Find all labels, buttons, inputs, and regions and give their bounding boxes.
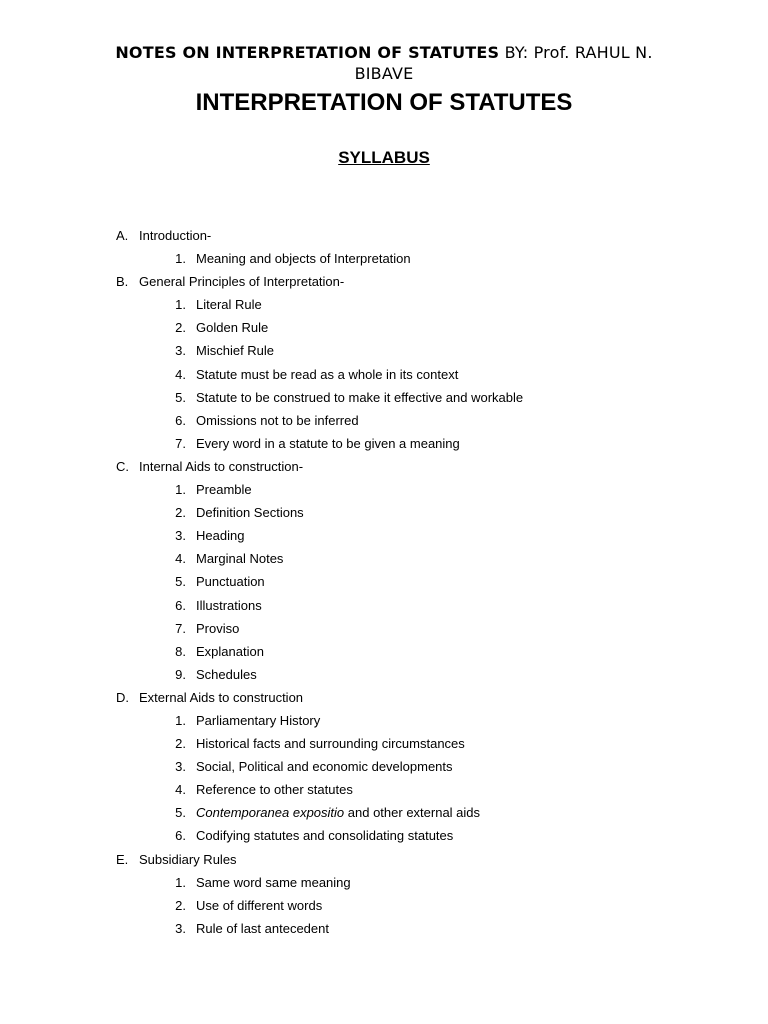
item-number: 2. — [175, 320, 186, 336]
item-number: 7. — [175, 620, 186, 636]
list-item — [116, 432, 728, 455]
list-item — [116, 871, 728, 894]
list-item — [116, 478, 728, 501]
item-number: 5. — [175, 389, 186, 405]
item-text: Literal Rule — [196, 297, 262, 313]
item-text: Same word same meaning — [196, 874, 351, 890]
list-item — [116, 247, 728, 270]
item-number: 1. — [175, 251, 186, 267]
item-number: 3. — [175, 343, 186, 359]
item-number: 4. — [175, 366, 186, 382]
item-text: Social, Political and economic developments — [196, 759, 453, 775]
list-item — [116, 386, 728, 409]
item-number: 1. — [175, 712, 186, 728]
list-item — [116, 917, 728, 940]
list-item — [116, 778, 728, 801]
section-heading — [116, 455, 728, 478]
item-number: 6. — [175, 412, 186, 428]
list-item — [116, 640, 728, 663]
item-number: 5. — [175, 574, 186, 590]
list-item — [116, 547, 728, 570]
item-text: Parliamentary History — [196, 712, 321, 728]
main-title: INTERPRETATION OF STATUTES — [195, 89, 573, 116]
section-title: External Aids to construction — [139, 689, 304, 705]
list-item — [116, 339, 728, 362]
item-number: 1. — [175, 297, 186, 313]
item-number: 1. — [175, 874, 186, 890]
section-title: Internal Aids to construction- — [139, 458, 304, 474]
list-item — [116, 617, 728, 640]
section-letter: E. — [116, 851, 129, 867]
section-heading — [116, 686, 728, 709]
list-item — [116, 293, 728, 316]
list-item — [116, 570, 728, 593]
item-text-italic: Contemporanea expositio — [196, 805, 345, 821]
item-number: 6. — [175, 828, 186, 844]
item-number: 9. — [175, 666, 186, 682]
item-text: Illustrations — [196, 597, 262, 613]
item-text: Definition Sections — [196, 505, 304, 521]
item-text: Historical facts and surrounding circumstances — [196, 736, 465, 752]
item-text: Mischief Rule — [196, 343, 275, 359]
item-text: Meaning and objects of Interpretation — [196, 251, 411, 267]
list-item — [116, 732, 728, 755]
item-text: Proviso — [196, 620, 240, 636]
document-header — [90, 42, 678, 84]
item-text: Rule of last antecedent — [196, 920, 329, 936]
item-text: Heading — [196, 528, 245, 544]
syllabus-heading: SYLLABUS — [338, 148, 430, 167]
item-number: 3. — [175, 920, 186, 936]
syllabus-outline — [116, 224, 728, 940]
list-item — [116, 709, 728, 732]
item-text: Punctuation — [196, 574, 265, 590]
item-number: 2. — [175, 736, 186, 752]
list-item — [116, 824, 728, 847]
item-text: Golden Rule — [196, 320, 269, 336]
item-text: Omissions not to be inferred — [196, 412, 359, 428]
item-text: Preamble — [196, 482, 252, 498]
list-item — [116, 755, 728, 778]
item-number: 3. — [175, 528, 186, 544]
item-number: 5. — [175, 805, 186, 821]
item-text: Schedules — [196, 666, 257, 682]
section-heading — [116, 848, 728, 871]
item-text: Marginal Notes — [196, 551, 284, 567]
item-number: 6. — [175, 597, 186, 613]
item-text: and other external aids — [344, 805, 481, 821]
item-number: 7. — [175, 435, 186, 451]
item-text: Reference to other statutes — [196, 782, 353, 798]
item-text: Explanation — [196, 643, 264, 659]
section-letter: D. — [116, 689, 129, 705]
list-item — [116, 316, 728, 339]
item-text: Statute to be construed to make it effective and workable — [196, 389, 524, 405]
list-item — [116, 663, 728, 686]
item-number: 3. — [175, 759, 186, 775]
list-item — [116, 363, 728, 386]
list-item — [116, 524, 728, 547]
list-item — [116, 409, 728, 432]
section-title: General Principles of Interpretation- — [139, 274, 345, 290]
item-text: Codifying statutes and consolidating statutes — [196, 828, 454, 844]
item-number: 2. — [175, 505, 186, 521]
section-letter: B. — [116, 274, 129, 290]
item-text: Every word in a statute to be given a meaning — [196, 435, 460, 451]
section-title: Introduction- — [139, 228, 212, 243]
section-title: Subsidiary Rules — [139, 851, 237, 867]
item-number: 8. — [175, 643, 186, 659]
section-heading — [116, 224, 728, 247]
list-item — [116, 594, 728, 617]
item-number: 4. — [175, 782, 186, 798]
section-letter: A. — [116, 228, 129, 243]
item-number: 1. — [175, 482, 186, 498]
section-letter: C. — [116, 458, 129, 474]
item-text: Use of different words — [196, 897, 323, 913]
list-item — [116, 801, 728, 824]
section-heading — [116, 270, 728, 293]
item-number: 4. — [175, 551, 186, 567]
item-text: Statute must be read as a whole in its context — [196, 366, 459, 382]
notes-title: NOTES ON INTERPRETATION OF STATUTES — [115, 43, 500, 62]
author-byline: BY: Prof. RAHUL N. BIBAVE — [354, 43, 653, 83]
list-item — [116, 894, 728, 917]
item-number: 2. — [175, 897, 186, 913]
list-item — [116, 501, 728, 524]
